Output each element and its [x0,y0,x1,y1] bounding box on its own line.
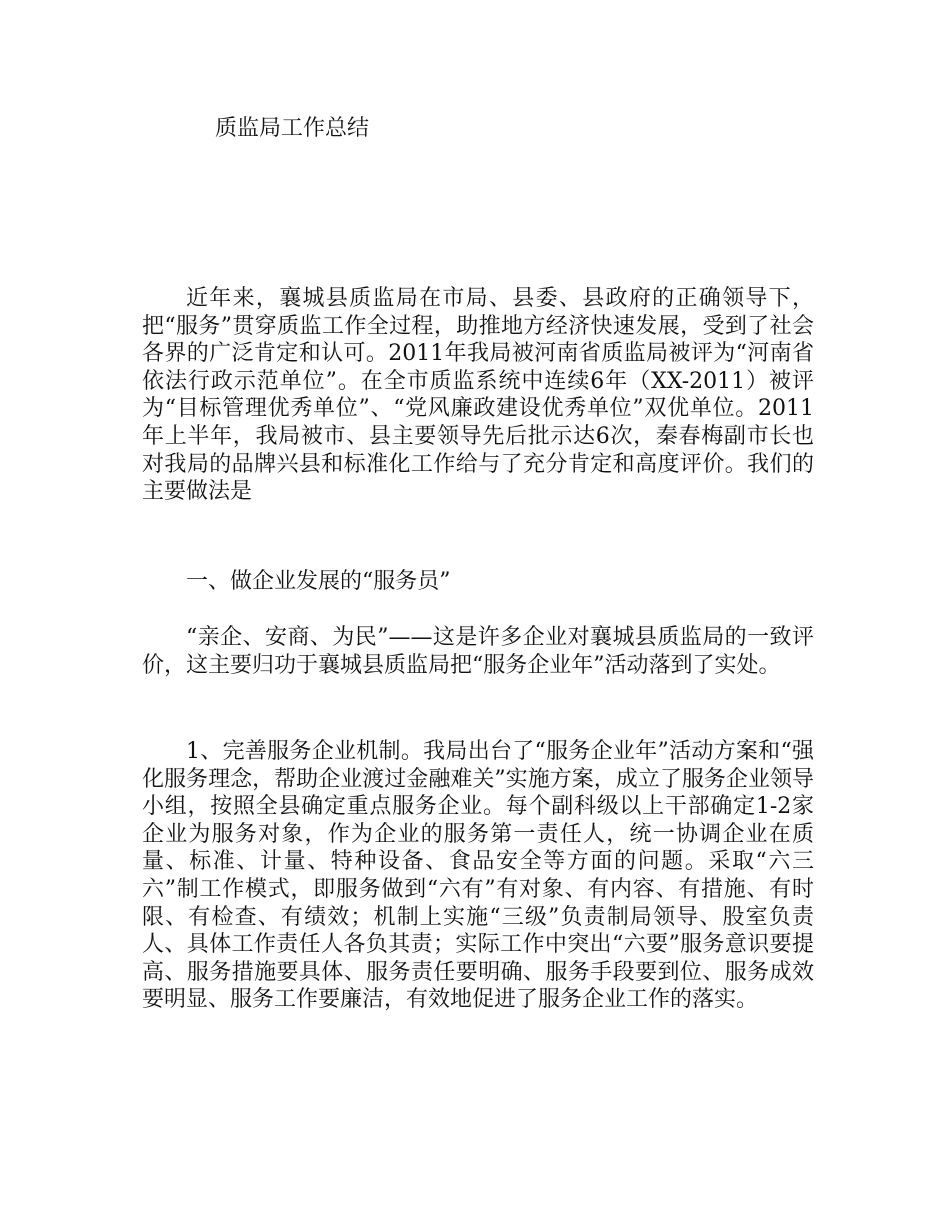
section-intro-paragraph: “亲企、安商、为民”——这是许多企业对襄城县质监局的一致评价，这主要归功于襄城县质监局把“服务企业年”活动落到了实处。 [142,625,814,678]
section-item-paragraph: 1、完善服务企业机制。我局出台了“服务企业年”活动方案和“强化服务理念，帮助企业渡过金融难关”实施方案，成立了服务企业领导小组，按照全县确定重点服务企业。每个副科级以上干部确定1-2家企业为服务对象，作为企业的服务第一责任人，统一协调企业在质量、标准、计量、特种设备、食品安全等方面的问题。采取“六三六”制工作模式，即服务做到“六有”有对象、有内容、有措施、有时限、有检查、有绩效；机制上实施“三级”负责制局领导、股室负责人、具体工作责任人各负其责；实际工作中突出“六要”服务意识要提高、服务措施要具体、服务责任要明确、服务手段要到位、服务成效要明显、服务工作要廉洁，有效地促进了服务企业工作的落实。 [142,739,814,1013]
intro-paragraph: 近年来，襄城县质监局在市局、县委、县政府的正确领导下， 把“服务”贯穿质监工作全过程，助推地方经济快速发展，受到了社会各界的广泛肯定和认可。2011年我局被河南省质监局被评为“河南省依法行政示范单位”。在全市质监系统中连续6年（XX-2011）被评为“目标管理优秀单位”、“党风廉政建设优秀单位”双优单位。2011年上半年，我局被市、县主要领导先后批示达6次，秦春梅副市长也对我局的品牌兴县和标准化工作给与了充分肯定和高度评价。我们的主要做法是 [142,286,814,505]
section-heading: 一、做企业发展的“服务员” [186,569,451,594]
document-title: 质监局工作总结 [215,116,370,141]
